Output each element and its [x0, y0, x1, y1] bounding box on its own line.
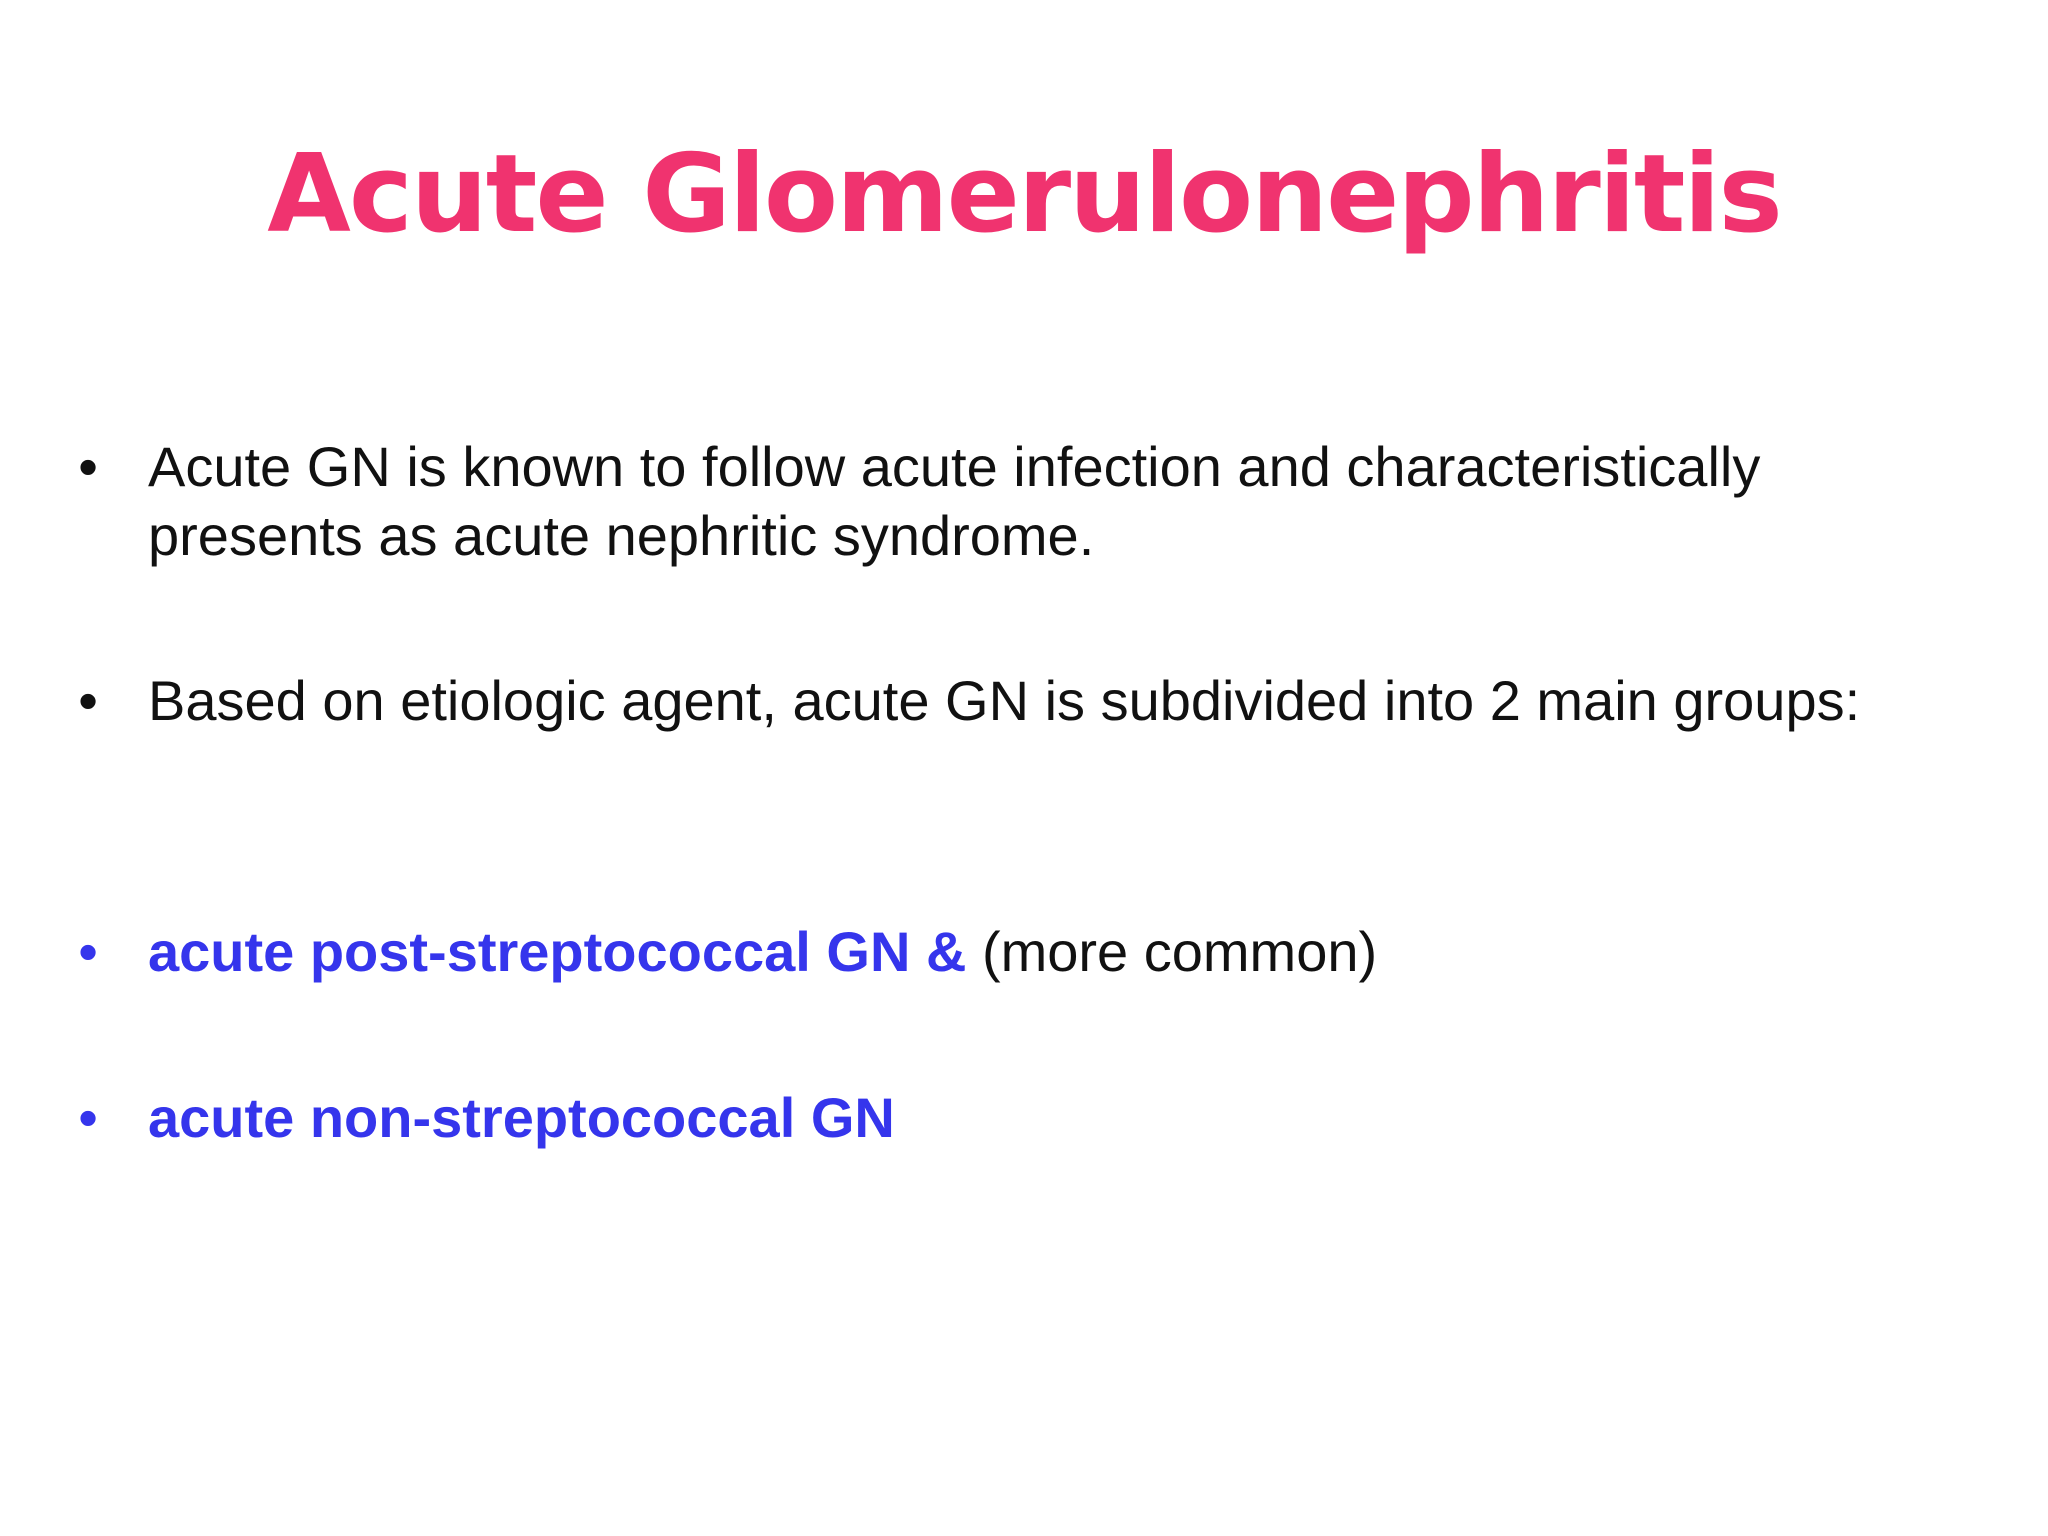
bullet-icon: • [78, 435, 98, 498]
bullet-text-line: Acute GN is known to follow acute infection and characteristically [148, 435, 1761, 498]
bullet-icon: • [78, 1086, 98, 1149]
emphasis-text: acute non-streptococcal GN [148, 1086, 895, 1149]
note-text: (more common) [966, 920, 1378, 983]
bullet-icon: • [78, 920, 98, 983]
slide-title: Acute Glomerulonephritis [267, 132, 1781, 257]
bullet-text [148, 1083, 2008, 1152]
bullet-text: Based on etiologic agent, acute GN is subdivided into 2 main groups: [148, 669, 1861, 732]
bullet-text [148, 432, 2008, 570]
bullet-icon: • [78, 669, 98, 732]
bullet-text-line: presents as acute nephritic syndrome. [148, 504, 1095, 567]
emphasis-text: acute post-streptococcal GN & [148, 920, 967, 983]
bullet-text [148, 917, 2008, 986]
